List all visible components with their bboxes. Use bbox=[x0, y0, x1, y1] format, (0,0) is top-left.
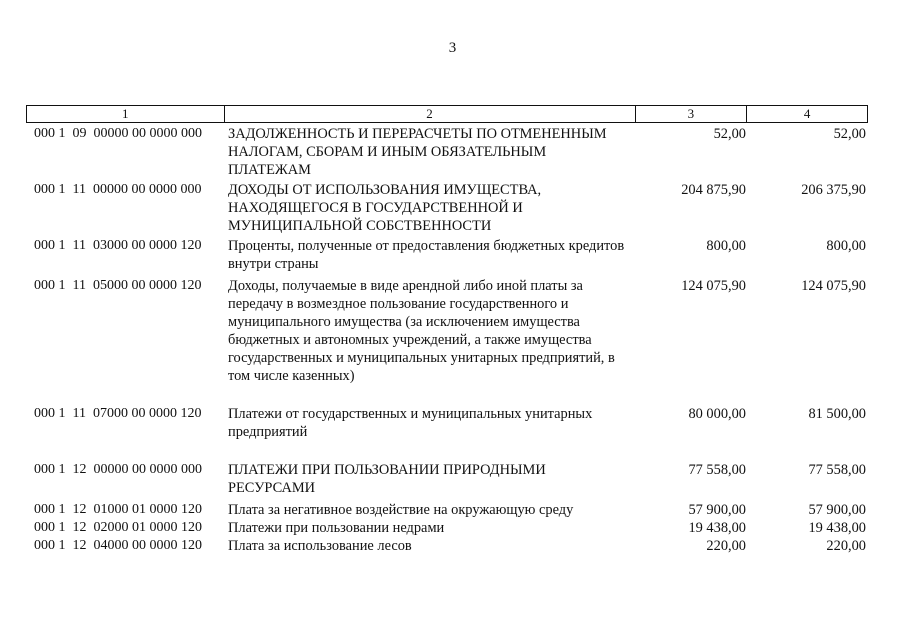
revenue-name: Платежи при пользовании недрами bbox=[228, 520, 445, 536]
budget-code: 000 1 11 07000 00 0000 120 bbox=[34, 406, 202, 421]
table-row bbox=[26, 277, 868, 405]
revenue-name: Платежи от государственных и муниципальных унитарных предприятий bbox=[228, 406, 593, 440]
value-col3: 80 000,00 bbox=[688, 406, 746, 422]
table-row bbox=[26, 237, 868, 277]
value-col4: 800,00 bbox=[826, 238, 866, 254]
table-row bbox=[26, 125, 868, 181]
value-col3: 52,00 bbox=[713, 126, 746, 142]
value-col3: 800,00 bbox=[706, 238, 746, 254]
revenue-name: ДОХОДЫ ОТ ИСПОЛЬЗОВАНИЯ ИМУЩЕСТВА, НАХОДЯЩЕГОСЯ В ГОСУДАРСТВЕННОЙ И МУНИЦИПАЛЬНОЙ СОБСТВЕННОСТИ bbox=[228, 182, 542, 234]
budget-code: 000 1 12 02000 01 0000 120 bbox=[34, 520, 202, 535]
budget-code: 000 1 12 00000 00 0000 000 bbox=[34, 462, 202, 477]
table-row bbox=[26, 501, 868, 519]
table-row bbox=[26, 519, 868, 537]
table-row bbox=[26, 537, 868, 555]
value-col4: 220,00 bbox=[826, 538, 866, 554]
value-col4: 124 075,90 bbox=[801, 278, 866, 294]
column-header-3: 3 bbox=[636, 106, 748, 122]
table-row bbox=[26, 181, 868, 237]
value-col3: 124 075,90 bbox=[681, 278, 746, 294]
value-col4: 206 375,90 bbox=[801, 182, 866, 198]
budget-code: 000 1 11 00000 00 0000 000 bbox=[34, 182, 202, 197]
value-col3: 19 438,00 bbox=[688, 520, 746, 536]
revenue-name: Проценты, полученные от предоставления бюджетных кредитов внутри страны bbox=[228, 238, 625, 272]
budget-code: 000 1 12 01000 01 0000 120 bbox=[34, 502, 202, 517]
column-header-2: 2 bbox=[225, 106, 636, 122]
table-header-row bbox=[26, 105, 868, 123]
value-col4: 52,00 bbox=[833, 126, 866, 142]
value-col4: 57 900,00 bbox=[808, 502, 866, 518]
value-col4: 81 500,00 bbox=[808, 406, 866, 422]
column-header-1: 1 bbox=[27, 106, 225, 122]
revenue-name: ЗАДОЛЖЕННОСТЬ И ПЕРЕРАСЧЕТЫ ПО ОТМЕНЕННЫМ НАЛОГАМ, СБОРАМ И ИНЫМ ОБЯЗАТЕЛЬНЫМ ПЛАТЕЖАМ bbox=[228, 126, 607, 178]
revenue-name: Плата за негативное воздействие на окружающую среду bbox=[228, 502, 574, 518]
budget-code: 000 1 11 05000 00 0000 120 bbox=[34, 278, 202, 293]
budget-code: 000 1 11 03000 00 0000 120 bbox=[34, 238, 202, 253]
table-row bbox=[26, 405, 868, 461]
value-col4: 77 558,00 bbox=[808, 462, 866, 478]
value-col4: 19 438,00 bbox=[808, 520, 866, 536]
page-number: 3 bbox=[448, 40, 457, 56]
value-col3: 57 900,00 bbox=[688, 502, 746, 518]
column-header-4: 4 bbox=[803, 106, 811, 121]
revenue-name: Доходы, получаемые в виде арендной либо иной платы за передачу в возмездное пользование государственного и муниципального имущества (за исключением имущества бюджетных и автономных учреждений, а также имущества государственных и муниципальных унитарных предприятий, в том числе казенных) bbox=[228, 278, 615, 384]
value-col3: 77 558,00 bbox=[688, 462, 746, 478]
budget-code: 000 1 09 00000 00 0000 000 bbox=[34, 126, 202, 141]
table-row bbox=[26, 461, 868, 501]
revenue-table bbox=[26, 105, 868, 555]
budget-code: 000 1 12 04000 00 0000 120 bbox=[34, 538, 202, 553]
value-col3: 204 875,90 bbox=[681, 182, 746, 198]
revenue-name: Плата за использование лесов bbox=[228, 538, 412, 554]
value-col3: 220,00 bbox=[706, 538, 746, 554]
revenue-name: ПЛАТЕЖИ ПРИ ПОЛЬЗОВАНИИ ПРИРОДНЫМИ РЕСУРСАМИ bbox=[228, 462, 546, 496]
